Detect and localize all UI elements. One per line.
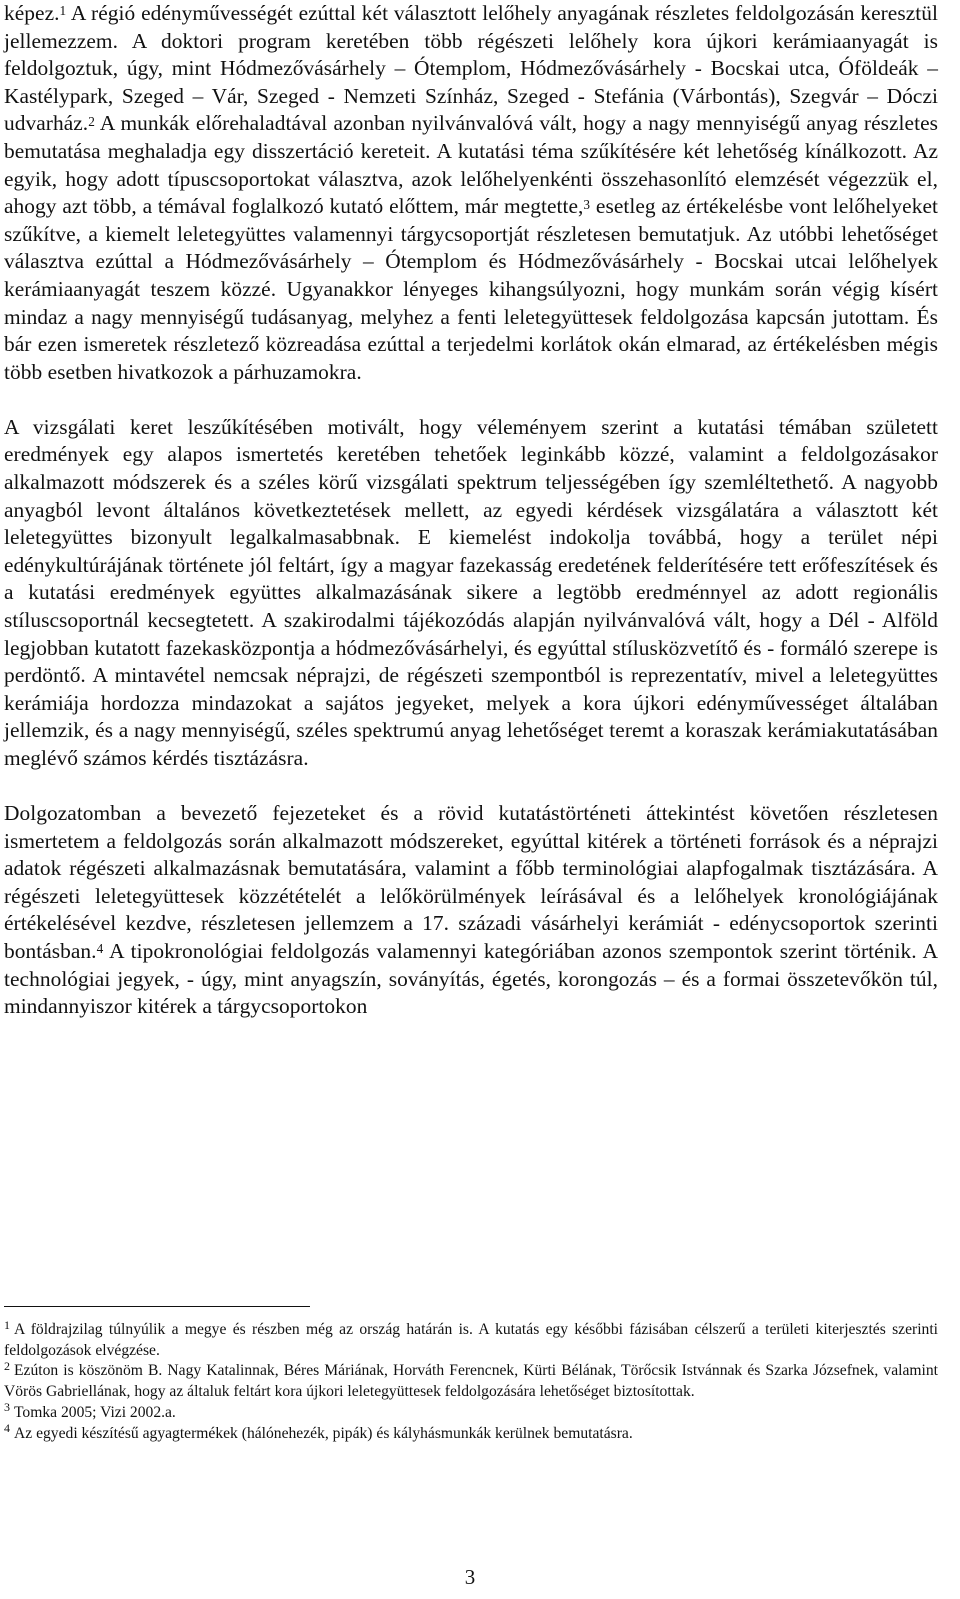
footnote-text: Tomka 2005; Vizi 2002.a.: [14, 1403, 176, 1421]
footnote-ref: 3: [583, 196, 591, 212]
paragraph: [4, 0, 938, 386]
footnote-number: 3: [4, 1400, 10, 1415]
footnotes: [4, 1317, 938, 1444]
footnote-text: Az egyedi készítésű agyagtermékek (hálónehezék, pipák) és kályhásmunkák kerülnek bemutatásra.: [14, 1424, 633, 1442]
text-run: A tipokronológiai feldolgozás valamennyi kategóriában azonos szempontok szerint történik. A technológiai jegyek, - úgy, mint anyagszín, soványítás, égetés, korongozás – és a formai összetevőkön túl, mindannyiszor kitérek a tárgycsoportokon: [4, 939, 938, 1019]
footnote: [4, 1361, 938, 1402]
footnote-number: 1: [4, 1317, 10, 1332]
footnote-ref: 2: [88, 113, 95, 129]
footnote: [4, 1421, 938, 1445]
paragraph: [4, 800, 938, 1021]
text-run: A munkák előrehaladtával azonban nyilvánvalóvá vált, hogy a nagy mennyiségű anyag részletes bemutatása meghaladja egy disszertáció kereteit. A kutatási téma szűkítésére két lehetőség kínálkozott. Az egyik, hogy adott típuscsoportokat választva, azok lelőhelyenkénti összehasonlító elemzését végezzük el, ahogy azt több, a témával foglalkozó kutató előttem, már megtette,: [4, 111, 938, 219]
footnote: [4, 1400, 938, 1424]
footnote-ref: 4: [96, 941, 104, 957]
text-run: Dolgozatomban a bevezető fejezeteket és a rövid kutatástörténeti áttekintést követően részletesen ismertetem a feldolgozás során alkalmazott módszereket, egyúttal kitérek a történeti források és a néprajzi adatok régészeti alkalmazásnak bemutatására, valamint a főbb terminológiai alapfogalmak tisztázására. A régészeti leletegyüttesek közzétételét a lelőkörülmények leírásával és a lelőhelyek kronológiájának értékelésével kezdve, részletesen jellemzem a 17. századi vásárhelyi kerámiát - edénycsoportok szerinti bontásban.: [4, 801, 938, 963]
footnote-text: Ezúton is köszönöm B. Nagy Katalinnak, Béres Máriának, Horváth Ferencnek, Kürti Bélának, Törőcsik Istvánnak és Szarka Józsefnek, valamint Vörös Gabriellának, hogy az általuk feltárt kora újkori leletegyüttesek feldolgozására lehetőséget biztosítottak.: [4, 1362, 938, 1401]
text-run: A régió edényművességét ezúttal két választott lelőhely anyagának részletes feldolgozásán keresztül jellemezzem. A doktori program keretében több régészeti lelőhely kora újkori kerámiaanyagát is feldolgoztuk, úgy, mint Hódmezővásárhely – Ótemplom, Hódmezővásárhely - Bocskai utca, Óföldeák – Kastélypark, Szeged – Vár, Szeged - Nemzeti Színház, Szeged - Stefánia (Várbontás), Szegvár – Dóczi udvarház.: [4, 1, 938, 136]
page-number: 3: [464, 1565, 476, 1589]
footnote-ref: 1: [59, 3, 67, 19]
footnote-number: 4: [4, 1421, 10, 1436]
body-text: [4, 0, 938, 1021]
footnote-number: 2: [4, 1359, 10, 1374]
footnote-separator: [4, 1306, 310, 1307]
footnote-text: A földrajzilag túlnyúlik a megye és részben még az ország határán is. A kutatás egy későbbi fázisában célszerű a területi kiterjesztés szerinti feldolgozások elvégzése.: [4, 1321, 938, 1359]
text-run: esetleg az értékelésbe vont lelőhelyeket szűkítve, a kiemelt leletegyüttes valamennyi tárgycsoportját részletesen bemutatjuk. Az utóbbi lehetőséget választva ezúttal a Hódmezővásárhely – Ótemplom és Hódmezővásárhely - Bocskai utcai lelőhelyek kerámiaanyagát teszem közzé. Ugyanakkor lényeges kihangsúlyozni, hogy munkám során végig kísért mindaz a nagy mennyiségű tudásanyag, melyhez a fenti leletegyüttesek feldolgozása kapcsán jutottam. És bár ezen ismeretek részletező közreadása ezúttal a terjedelmi korlátok okán elmarad, az értékelésben mégis több esetben hivatkozok a párhuzamokra.: [4, 194, 938, 384]
paragraph: A vizsgálati keret leszűkítésében motivált, hogy véleményem szerint a kutatási témában született eredmények egy alapos ismertetés keretében tehetőek leginkább közzé, valamint a feldolgozásakor alkalmazott módszerek és a széles körű vizsgálati spektrum teljességében így szemléltethető. A nagyobb anyagból levont általános következtetések mellett, az egyedi kérdések vizsgálatára a választott két leletegyüttes bizonyult legalkalmasabbnak. E kiemelést indokolja továbbá, hogy a terület népi edénykultúrájának története jól feltárt, így a magyar fazekasság eredetének felderítésére tett erőfeszítések és a kutatási eredmények együttes alkalmazásának sikere a legtöbb eredménnyel az adott regionális stíluscsoportnál kecsegtetett. A szakirodalmi tájékozódás alapján nyilvánvalóvá vált, hogy a Dél - Alföld legjobban kutatott fazekasközpontja a hódmezővásárhelyi, és egyúttal stílusközvetítő és - formáló szerepe is perdöntő. A mintavétel nemcsak néprajzi, de régészeti szempontból is reprezentatív, mivel a leletegyüttes kerámiája hordozza mindazokat a sajátos jegyeket, melyek a kora újkori edényművességet általában jellemzik, és a nagy mennyiségű, széles spektrumú anyag lehetőséget teremt a koraszak kerámiakutatásában meglévő számos kérdés tisztázásra.: [4, 414, 938, 770]
footnote: [4, 1317, 938, 1361]
text-run: képez.: [4, 1, 60, 25]
